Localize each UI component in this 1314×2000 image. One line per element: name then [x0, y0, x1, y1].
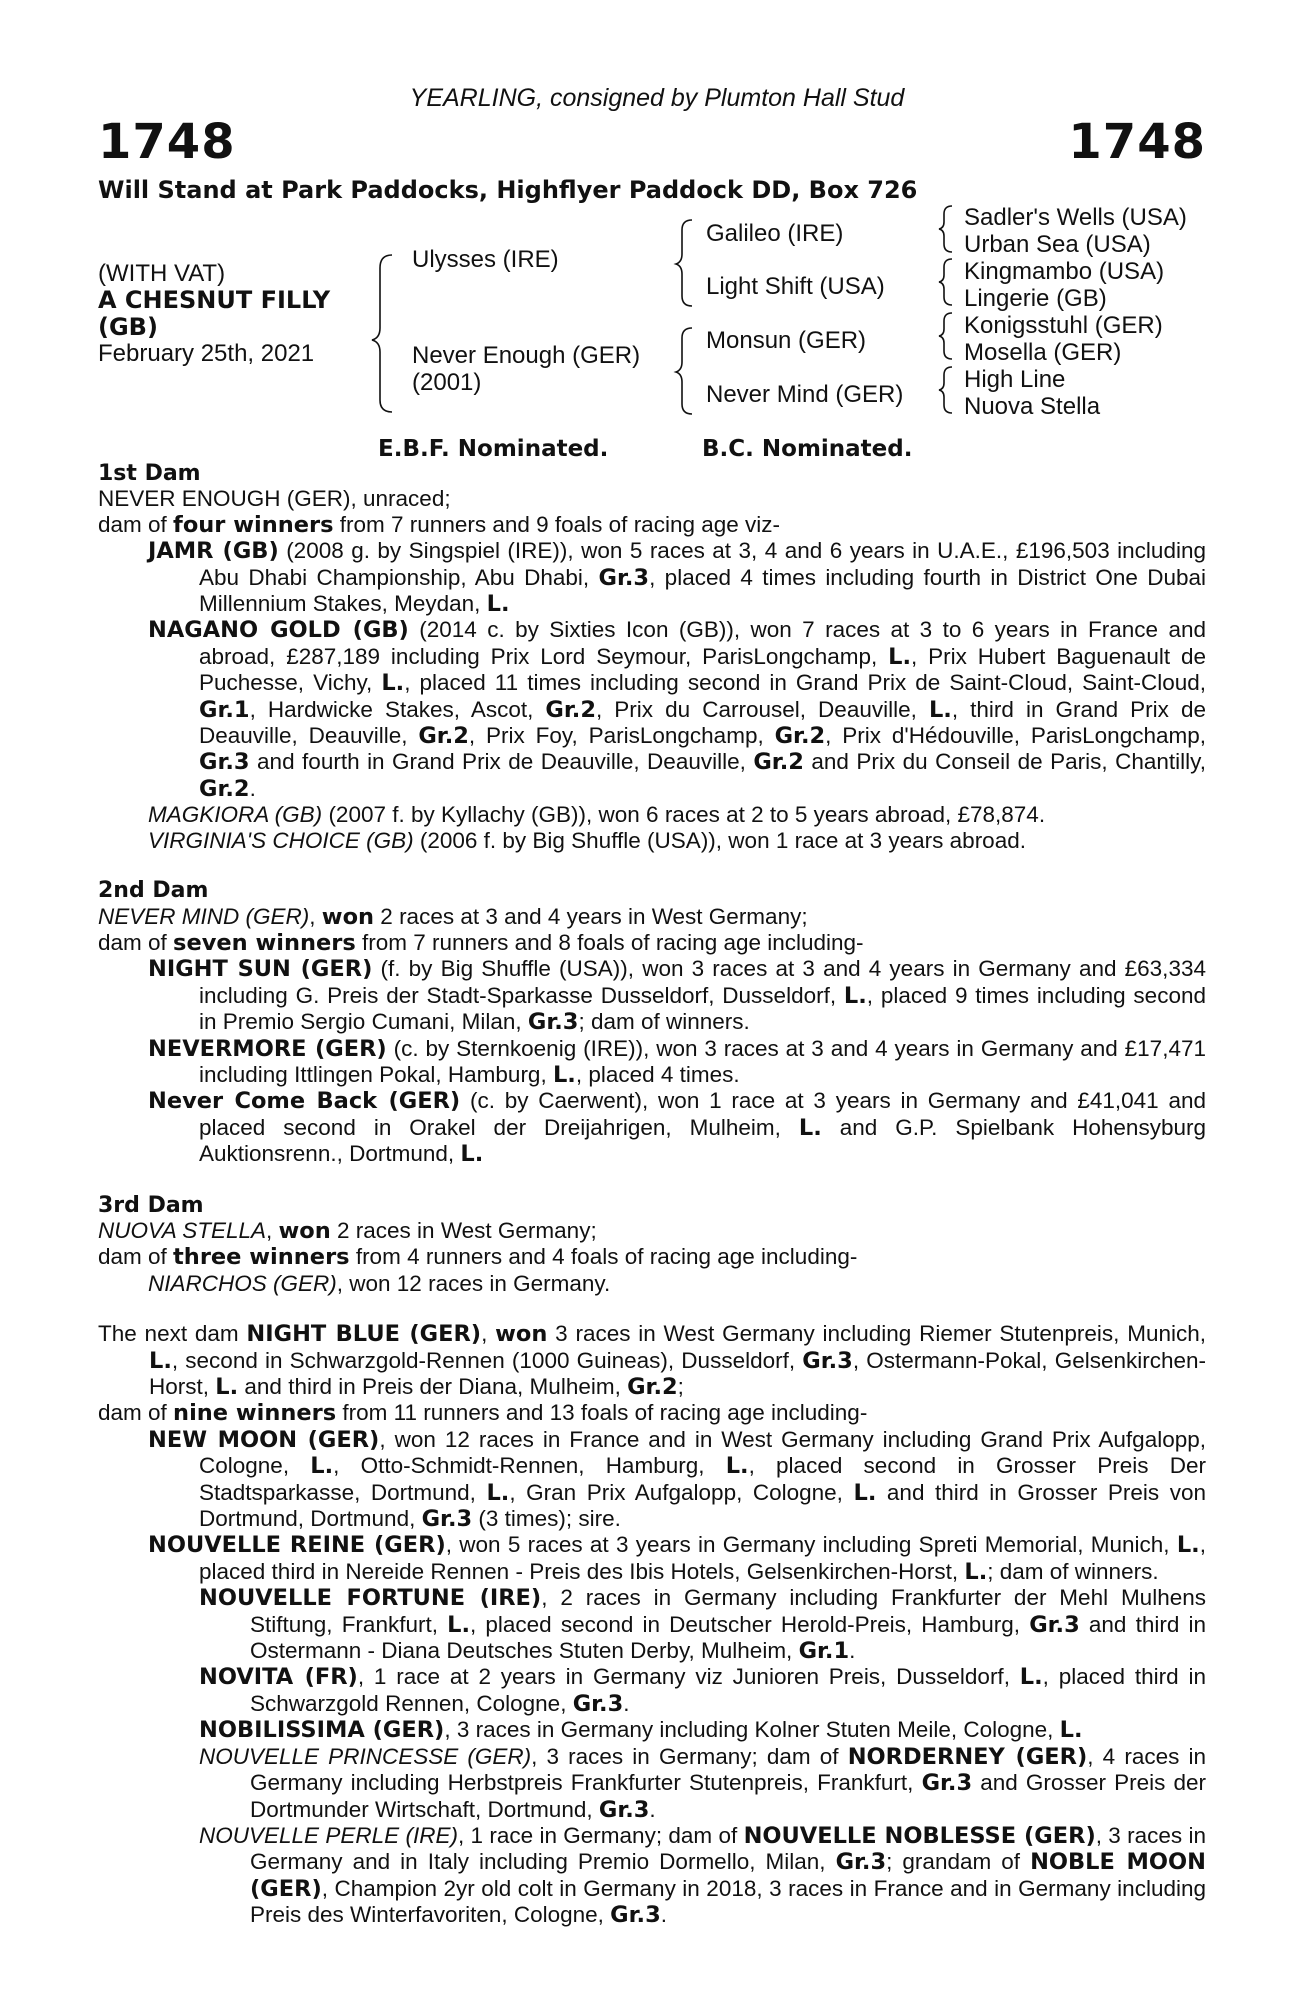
dam-dam-name: Never Mind (GER)	[706, 381, 904, 408]
brace-g3-1	[939, 206, 952, 252]
dam-sire-name: Monsun (GER)	[706, 327, 867, 354]
produce-entry: NIGHT SUN (GER) (f. by Big Shuffle (USA)), won 3 races at 3 and 4 years in Germany and £63,334 including G. Preis der Stadt-Sparkasse Dusseldorf, Dusseldorf, L., placed 9 times including second in Premio Sergio Cumani, Milan, Gr.3; dam of winners.	[148, 956, 1206, 1036]
lot-number-left: 1748	[98, 114, 236, 170]
first-dam-heading: 1st Dam	[98, 461, 201, 486]
first-dam-summary: NEVER ENOUGH (GER), unraced;	[98, 486, 451, 512]
foaling-date: February 25th, 2021	[98, 340, 315, 367]
third-dam-produce-summary: dam of three winners from 4 runners and 4 foals of racing age including-	[98, 1244, 858, 1271]
third-dam-heading: 3rd Dam	[98, 1192, 204, 1218]
next-dam-produce-summary: dam of nine winners from 11 runners and 13 foals of racing age including-	[98, 1400, 868, 1427]
third-dam-summary: NUOVA STELLA, won 2 races in West Germany;	[98, 1217, 597, 1244]
brace-gen1	[372, 255, 392, 412]
produce-entry: NOUVELLE REINE (GER), won 5 races at 3 years in Germany including Spreti Memorial, Munich, L., placed third in Nereide Rennen - Preis des Ibis Hotels, Gelsenkirchen-Horst, L.; dam of winners.	[148, 1532, 1206, 1585]
first-dam-produce-summary: dam of four winners from 7 runners and 9 foals of racing age viz-	[98, 511, 781, 538]
ebf-nomination: E.B.F. Nominated.	[378, 436, 609, 462]
stand-location: Will Stand at Park Paddocks, Highflyer Paddock DD, Box 726	[98, 176, 918, 204]
produce-entry: NAGANO GOLD (GB) (2014 c. by Sixties Icon (GB)), won 7 races at 3 to 6 years in France and abroad, £287,189 including Prix Lord Seymour, ParisLongchamp, L., Prix Hubert Baguenault de Puchesse, Vichy, L., placed 11 times including second in Grand Prix de Saint-Cloud, Saint-Cloud, Gr.1, Hardwicke Stakes, Ascot, Gr.2, Prix du Carrousel, Deauville, L., third in Grand Prix de Deauville, Deauville, Gr.2, Prix Foy, ParisLongchamp, Gr.2, Prix d'Hédouville, ParisLongchamp, Gr.3 and fourth in Grand Prix de Deauville, Deauville, Gr.2 and Prix du Conseil de Paris, Chantilly, Gr.2.	[148, 617, 1207, 802]
produce-entry: JAMR (GB) (2008 g. by Singspiel (IRE)), won 5 races at 3, 4 and 6 years in U.A.E., £196,503 including Abu Dhabi Championship, Abu Dhabi, Gr.3, placed 4 times including fourth in District One Dubai Millennium Stakes, Meydan, L.	[148, 538, 1206, 618]
produce-entry: NIARCHOS (GER), won 12 races in Germany.	[148, 1270, 611, 1296]
produce-entry: NOUVELLE FORTUNE (IRE), 2 races in Germany including Frankfurter der Mehl Mulhens Stiftung, Frankfurt, L., placed second in Deutscher Herold-Preis, Hamburg, Gr.3 and third in Ostermann - Diana Deutsches Stuten Derby, Mulheim, Gr.1.	[199, 1585, 1206, 1665]
dam-name: Never Enough (GER)	[412, 342, 641, 369]
second-dam-produce-summary: dam of seven winners from 7 runners and 8 foals of racing age including-	[98, 929, 864, 956]
brace-g3-3	[939, 313, 952, 359]
dam-year: (2001)	[412, 369, 482, 396]
lot-number-right: 1748	[1068, 114, 1206, 170]
produce-entry: NOUVELLE PERLE (IRE), 1 race in Germany; dam of NOUVELLE NOBLESSE (GER), 3 races in Germany and in Italy including Premio Dormello, Milan, Gr.3; grandam of NOBLE MOON (GER), Champion 2yr old colt in Germany in 2018, 3 races in France and in Germany including Preis des Winterfavoriten, Cologne, Gr.3.	[199, 1822, 1206, 1929]
produce-entry: MAGKIORA (GB) (2007 f. by Kyllachy (GB)), won 6 races at 2 to 5 years abroad, £78,874.	[148, 802, 1046, 828]
brace-g3-2	[939, 259, 952, 305]
brace-sire	[676, 220, 692, 306]
ancestor-g3-2: Urban Sea (USA)	[964, 231, 1151, 258]
produce-entry: NEVERMORE (GER) (c. by Sternkoenig (IRE)), won 3 races at 3 and 4 years in Germany and £17,471 including Ittlingen Pokal, Hamburg, L., placed 4 times.	[148, 1035, 1206, 1088]
sire-sire-name: Galileo (IRE)	[706, 220, 844, 247]
consignor-line: YEARLING, consigned by Plumton Hall Stud	[409, 84, 905, 112]
sire-name: Ulysses (IRE)	[412, 246, 559, 273]
produce-entry: VIRGINIA'S CHOICE (GB) (2006 f. by Big Shuffle (USA)), won 1 race at 3 years abroad.	[148, 827, 1026, 853]
second-dam-heading: 2nd Dam	[98, 878, 209, 904]
vat-note: (WITH VAT)	[98, 260, 226, 287]
ancestor-g3-4: Lingerie (GB)	[964, 285, 1107, 312]
ancestor-g3-1: Sadler's Wells (USA)	[964, 204, 1187, 231]
horse-country: (GB)	[98, 313, 158, 341]
horse-name: A CHESNUT FILLY	[98, 286, 331, 314]
produce-entry: NOBILISSIMA (GER), 3 races in Germany including Kolner Stuten Meile, Cologne, L.	[199, 1717, 1083, 1744]
ancestor-g3-7: High Line	[964, 366, 1066, 393]
dam-produce-record	[98, 461, 1206, 1929]
ancestor-g3-8: Nuova Stella	[964, 393, 1101, 420]
produce-entry: NOUVELLE PRINCESSE (GER), 3 races in Germany; dam of NORDERNEY (GER), 4 races in Germany including Herbstpreis Frankfurter Stutenpreis, Frankfurt, Gr.3 and Grosser Preis der Dortmunder Wirtschaft, Dortmund, Gr.3.	[199, 1743, 1207, 1823]
ancestor-g3-5: Konigsstuhl (GER)	[964, 312, 1163, 339]
produce-entry: NOVITA (FR), 1 race at 2 years in Germany viz Junioren Preis, Dusseldorf, L., placed third in Schwarzgold Rennen, Cologne, Gr.3.	[199, 1664, 1206, 1717]
produce-entry: Never Come Back (GER) (c. by Caerwent), won 1 race at 3 years in Germany and £41,041 and placed second in Orakel der Dreijahrigen, Mulheim, L. and G.P. Spielbank Hohensyburg Auktionsrenn., Dortmund, L.	[148, 1088, 1207, 1168]
brace-dam	[676, 328, 692, 414]
brace-g3-4	[939, 367, 952, 413]
produce-entry: NEW MOON (GER), won 12 races in France and in West Germany including Grand Prix Aufgalopp, Cologne, L., Otto-Schmidt-Rennen, Hamburg, L., placed second in Grosser Preis Der Stadtsparkasse, Dortmund, L., Gran Prix Aufgalopp, Cologne, L. and third in Grosser Preis von Dortmund, Dortmund, Gr.3 (3 times); sire.	[148, 1426, 1207, 1533]
bc-nomination: B.C. Nominated.	[702, 436, 913, 462]
next-dam-summary: The next dam NIGHT BLUE (GER), won 3 races in West Germany including Riemer Stutenpreis, Munich, L., second in Schwarzgold-Rennen (1000 Guineas), Dusseldorf, Gr.3, Ostermann-Pokal, Gelsenkirchen-Horst, L. and third in Preis der Diana, Mulheim, Gr.2;	[98, 1321, 1207, 1400]
ancestor-g3-6: Mosella (GER)	[964, 339, 1122, 366]
ancestor-g3-3: Kingmambo (USA)	[964, 258, 1165, 285]
sire-dam-name: Light Shift (USA)	[706, 273, 885, 300]
second-dam-summary: NEVER MIND (GER), won 2 races at 3 and 4 years in West Germany;	[98, 903, 808, 930]
